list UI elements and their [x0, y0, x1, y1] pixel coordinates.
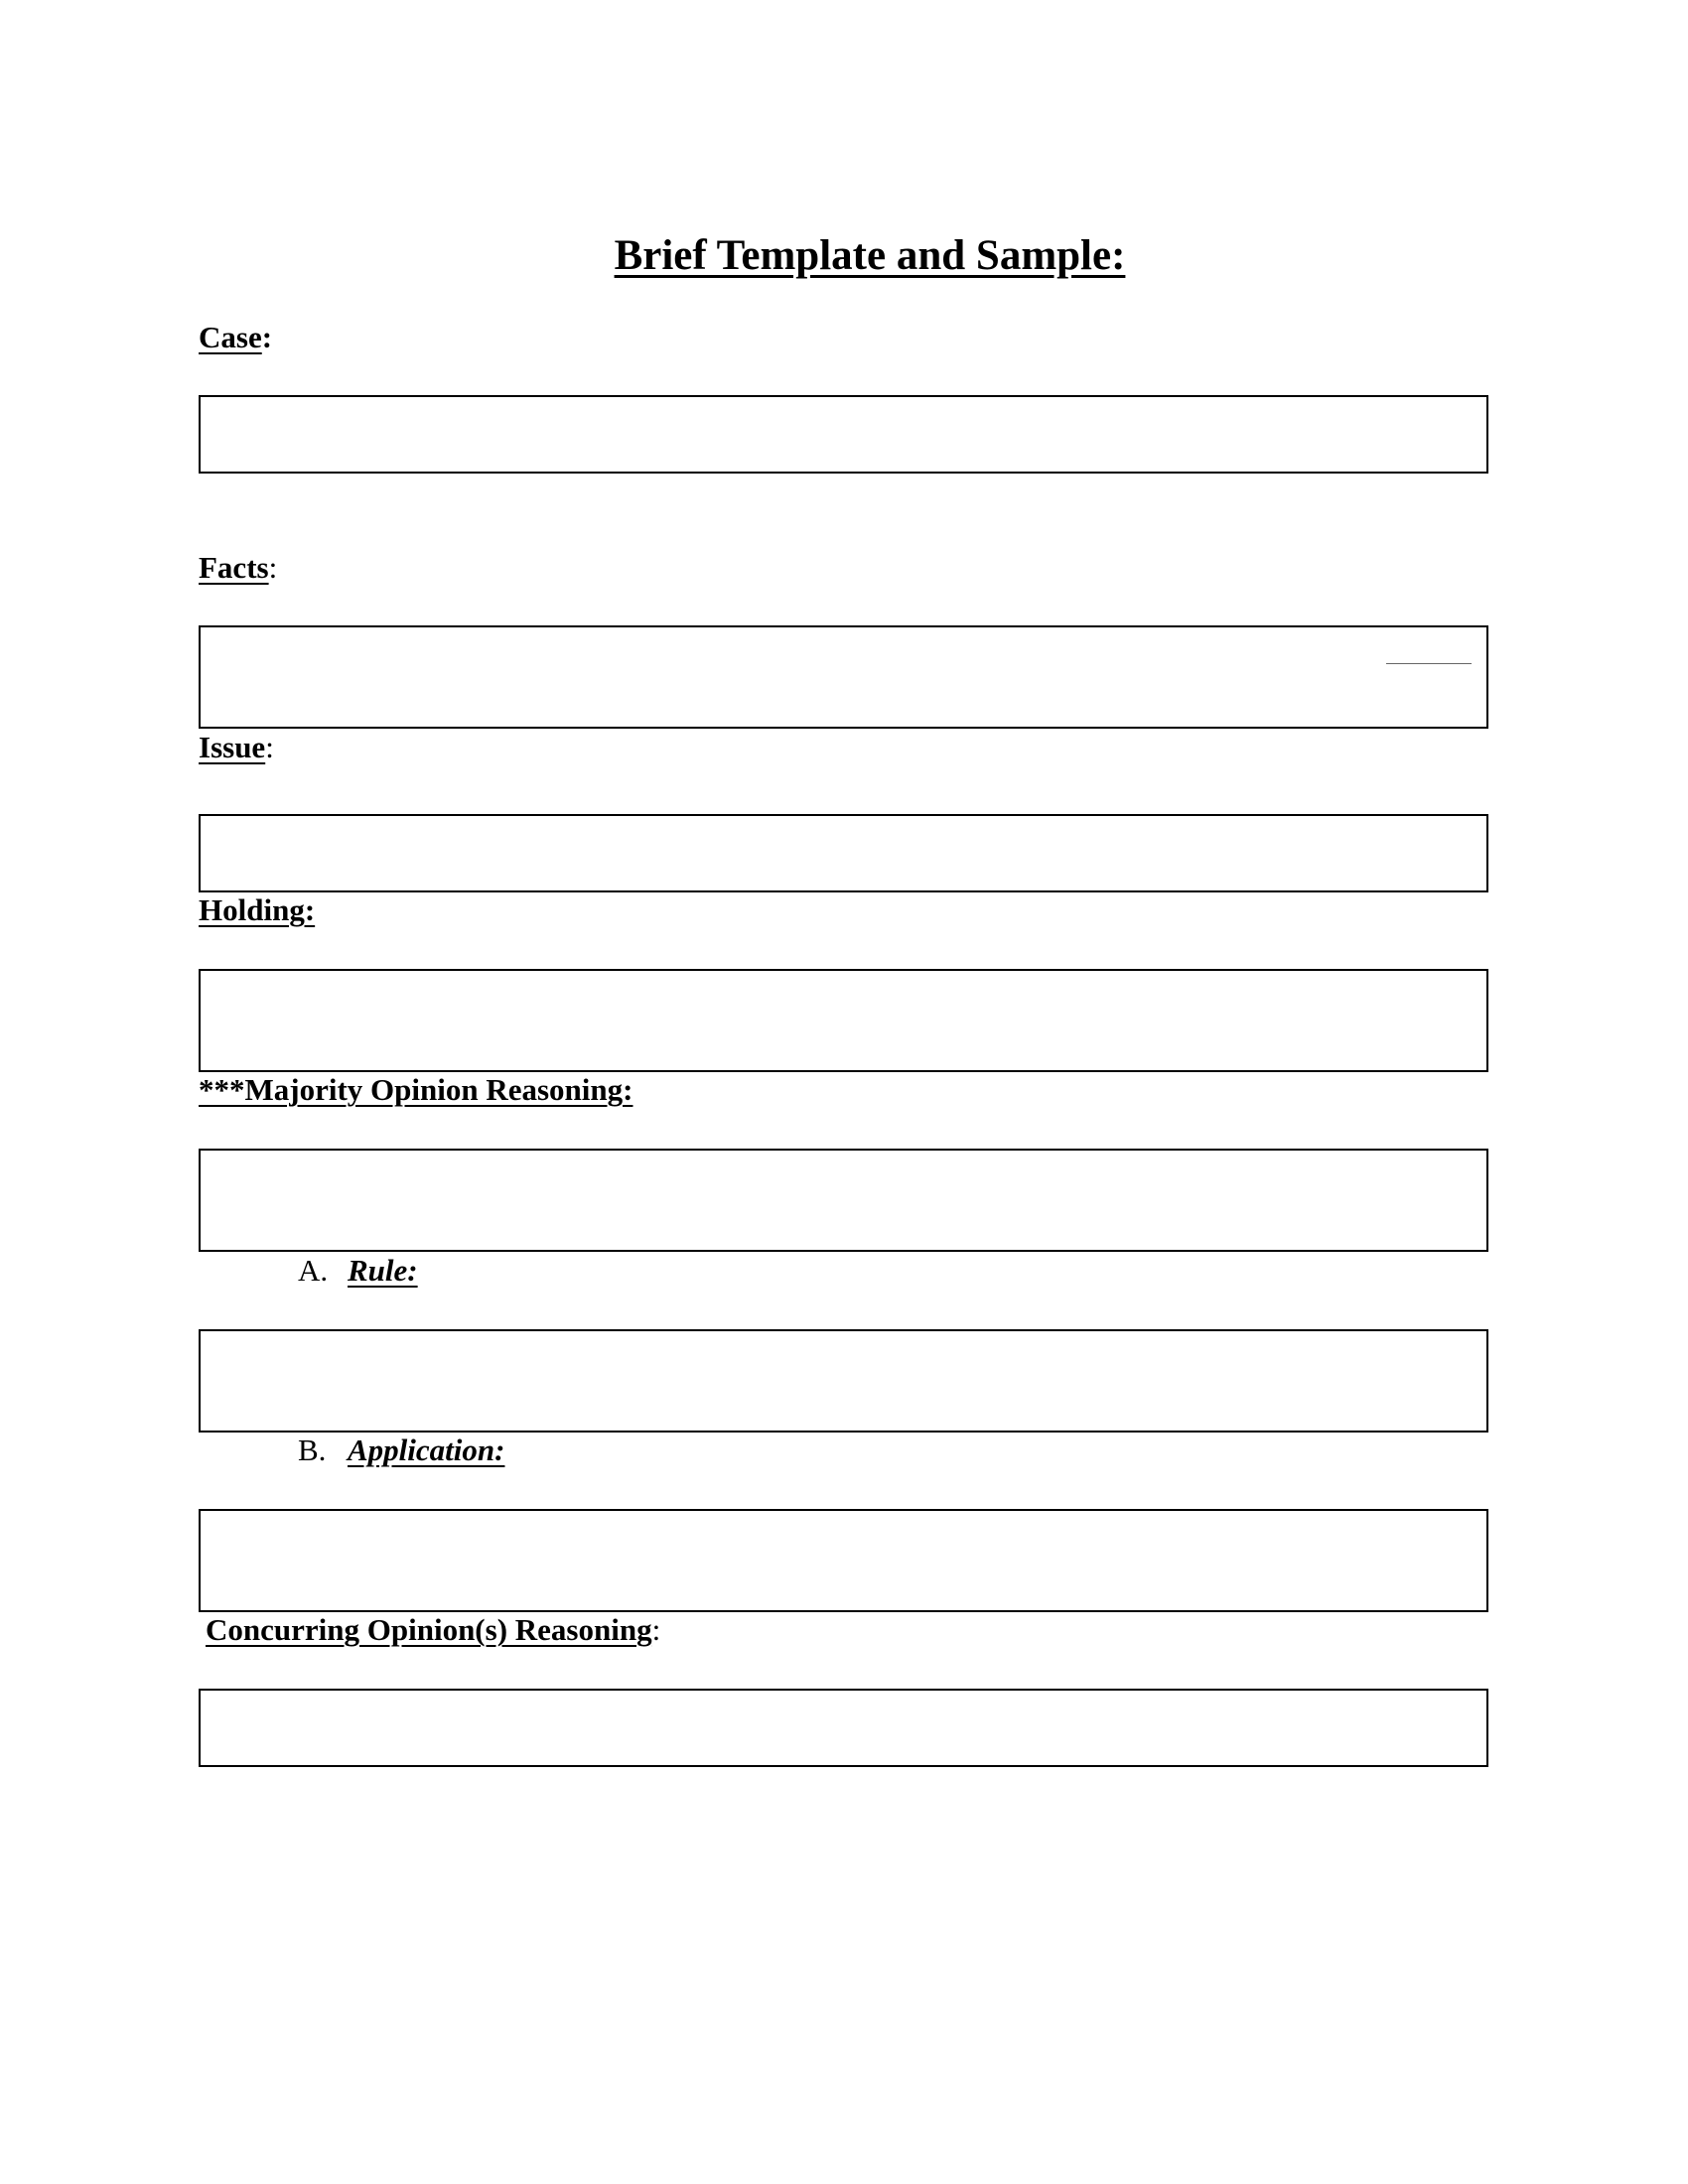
holding-field[interactable]	[199, 969, 1488, 1072]
rule-field[interactable]	[199, 1329, 1488, 1433]
issue-field[interactable]	[199, 814, 1488, 892]
page-title	[0, 226, 1688, 286]
concurring-reasoning-label	[206, 1610, 660, 1650]
rule-label-text: Rule:	[348, 1253, 418, 1288]
case-field[interactable]	[199, 395, 1488, 474]
holding-label-text: Holding:	[199, 892, 316, 927]
case-label-colon: :	[261, 320, 273, 354]
case-label-text: Case	[199, 320, 262, 354]
majority-reasoning-field[interactable]	[199, 1149, 1488, 1252]
issue-label-text: Issue	[199, 730, 266, 764]
facts-field[interactable]	[199, 625, 1488, 729]
rule-marker: A.	[298, 1253, 329, 1288]
facts-label-text: Facts	[199, 550, 269, 585]
majority-reasoning-label-text: ***Majority Opinion Reasoning:	[199, 1072, 633, 1107]
issue-label-colon: :	[265, 730, 274, 764]
facts-label	[199, 548, 277, 588]
application-label	[298, 1431, 504, 1470]
concurring-reasoning-field[interactable]	[199, 1689, 1488, 1767]
application-field[interactable]	[199, 1509, 1488, 1612]
application-label-text: Application:	[348, 1433, 505, 1467]
stray-line	[1386, 663, 1472, 664]
page-title-text: Brief Template and Sample:	[614, 232, 1126, 279]
issue-label	[199, 728, 274, 767]
holding-label	[199, 890, 315, 930]
majority-reasoning-label	[199, 1070, 633, 1110]
concurring-reasoning-label-colon: :	[651, 1612, 661, 1647]
facts-label-colon: :	[268, 550, 278, 585]
application-marker: B.	[298, 1433, 327, 1467]
concurring-reasoning-label-text: Concurring Opinion(s) Reasoning	[206, 1612, 652, 1647]
case-label	[199, 318, 272, 357]
rule-label	[298, 1251, 418, 1291]
